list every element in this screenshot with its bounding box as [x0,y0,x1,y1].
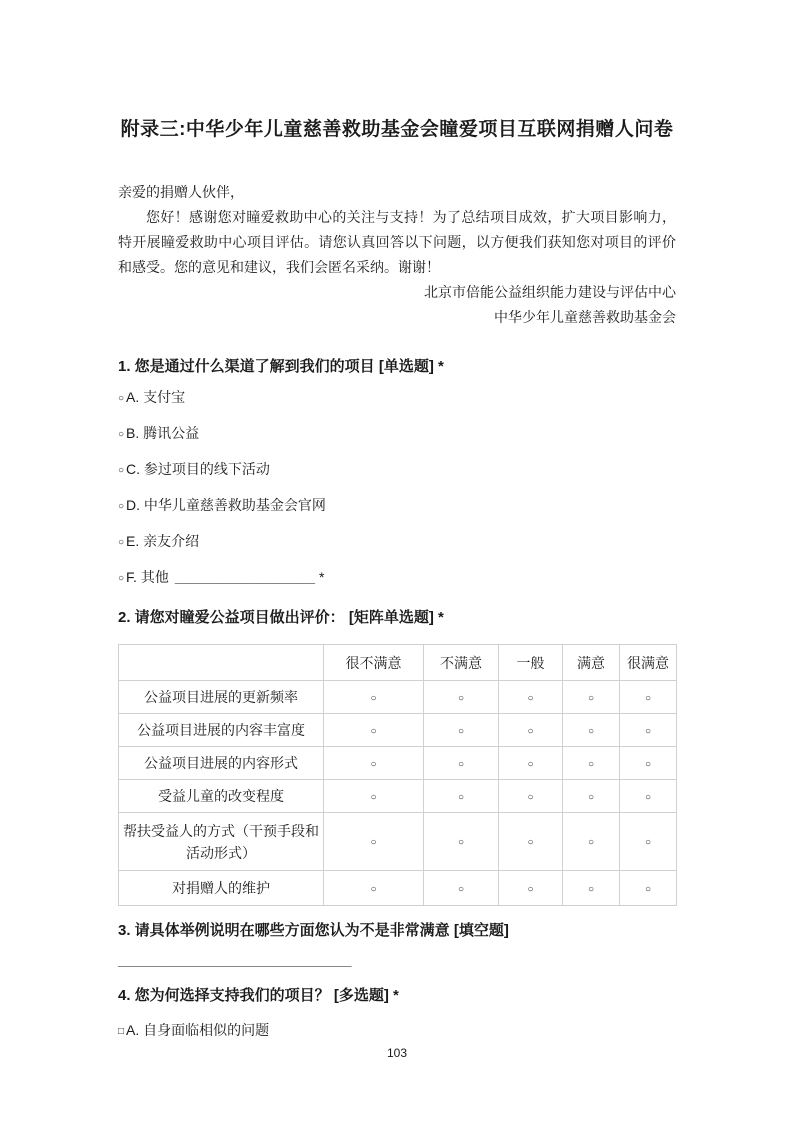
matrix-radio-cell[interactable] [563,813,620,871]
intro-greeting: 亲爱的捐赠人伙伴， [118,184,244,200]
matrix-radio-cell[interactable] [499,714,563,747]
radio-icon[interactable]: ○ [370,725,377,737]
radio-icon[interactable]: ○ [118,573,125,584]
matrix-radio-cell[interactable] [620,871,677,906]
matrix-radio-cell[interactable] [499,871,563,906]
radio-icon[interactable]: ○ [457,692,465,704]
signature-org-evaluation-center: 北京市倍能公益组织能力建设与评估中心 [424,284,676,300]
option-label: F. 其他 [126,569,169,585]
radio-icon[interactable]: ○ [644,791,652,803]
option-label: A. 自身面临相似的问题 [126,1022,270,1038]
matrix-radio-cell[interactable] [499,681,563,714]
radio-icon[interactable]: ○ [527,791,534,803]
matrix-row-label: 帮扶受益人的方式（干预手段和活动形式） [119,813,324,871]
question-1-label: 1. 您是通过什么渠道了解到我们的项目 [单选题] * [118,358,444,375]
radio-icon[interactable]: ○ [527,837,534,848]
matrix-radio-cell[interactable] [620,681,677,714]
matrix-radio-cell[interactable] [324,813,424,871]
radio-icon[interactable]: ○ [370,758,377,770]
matrix-row-label: 受益儿童的改变程度 [119,780,324,813]
radio-icon[interactable]: ○ [457,883,465,895]
matrix-radio-cell[interactable] [324,714,424,747]
radio-icon[interactable]: ○ [587,758,595,770]
radio-icon[interactable]: ○ [118,537,125,548]
page-number: 103 [386,1046,408,1060]
radio-icon[interactable]: ○ [644,725,652,737]
radio-icon[interactable]: ○ [644,883,652,895]
radio-icon[interactable]: ○ [370,883,377,895]
radio-icon[interactable]: ○ [527,758,534,770]
intro-paragraph: 您好！感谢您对瞳爱救助中心的关注与支持！为了总结项目成效，扩大项目影响力，特开展瞳爱救助中心项目评估。请您认真回答以下问题，以方便我们获知您对项目的评价和感受。您的意见和建议，我们会匿名采纳。谢谢！ [118,209,676,275]
matrix-col-header: 不满意 [424,645,499,681]
radio-icon[interactable]: ○ [370,692,377,704]
radio-icon[interactable]: ○ [527,725,534,737]
matrix-radio-cell[interactable] [563,714,620,747]
radio-icon[interactable]: ○ [644,758,652,770]
question-1-option-d[interactable] [118,495,676,517]
question-4-option-a[interactable] [118,1020,676,1042]
radio-icon[interactable]: ○ [457,758,465,770]
option-label: C. 参过项目的线下活动 [126,461,270,477]
matrix-row-label: 对捐赠人的维护 [119,871,324,906]
matrix-col-header: 很满意 [620,645,677,681]
question-1-option-b[interactable] [118,423,676,445]
matrix-radio-cell[interactable] [620,813,677,871]
question-1-option-e[interactable] [118,531,676,553]
radio-icon[interactable]: ○ [587,791,595,803]
radio-icon[interactable]: ○ [587,837,595,848]
matrix-radio-cell[interactable] [324,871,424,906]
radio-icon[interactable]: ○ [644,837,652,848]
matrix-radio-cell[interactable] [563,871,620,906]
matrix-radio-cell[interactable] [324,780,424,813]
matrix-radio-cell[interactable] [324,681,424,714]
matrix-radio-cell[interactable] [424,747,499,780]
radio-icon[interactable]: ○ [527,692,534,704]
matrix-corner-cell [119,645,324,681]
radio-icon[interactable]: ○ [457,725,465,737]
matrix-radio-cell[interactable] [424,871,499,906]
matrix-radio-cell[interactable] [620,747,677,780]
question-1-option-c[interactable] [118,459,676,481]
matrix-radio-cell[interactable] [620,714,677,747]
matrix-col-header: 很不满意 [324,645,424,681]
option-label: E. 亲友介绍 [126,533,200,549]
radio-icon[interactable]: ○ [370,837,377,848]
fill-in-blank[interactable]: __________________ [174,569,315,585]
radio-icon[interactable]: ○ [587,692,595,704]
radio-icon[interactable]: ○ [457,791,465,803]
matrix-col-header: 满意 [563,645,620,681]
radio-icon[interactable]: ○ [644,692,652,704]
signature-org-foundation: 中华少年儿童慈善救助基金会 [494,309,676,325]
matrix-row-label: 公益项目进展的内容形式 [119,747,324,780]
matrix-col-header: 一般 [499,645,563,681]
radio-icon[interactable]: ○ [587,883,595,895]
radio-icon[interactable]: ○ [118,393,125,404]
matrix-radio-cell[interactable] [424,813,499,871]
matrix-radio-cell[interactable] [424,681,499,714]
matrix-radio-cell[interactable] [499,813,563,871]
radio-icon[interactable]: ○ [527,883,534,895]
radio-icon[interactable]: ○ [587,725,595,737]
radio-icon[interactable]: ○ [118,429,125,440]
question-2-label: 2. 请您对瞳爱公益项目做出评价： [矩阵单选题] * [118,609,444,626]
radio-icon[interactable]: ○ [118,465,125,476]
option-label: B. 腾讯公益 [126,425,200,441]
question-4-label: 4. 您为何选择支持我们的项目？ [多选题] * [118,987,399,1004]
question-1-option-f[interactable] [118,567,676,589]
matrix-radio-cell[interactable] [499,780,563,813]
radio-icon[interactable]: ○ [370,791,377,803]
matrix-radio-cell[interactable] [563,780,620,813]
option-label: D. 中华儿童慈善救助基金会官网 [126,497,326,513]
radio-icon[interactable]: ○ [457,837,465,848]
matrix-radio-cell[interactable] [424,780,499,813]
fill-in-blank-line[interactable]: ______________________________ [118,952,352,968]
required-mark: * [318,569,325,585]
matrix-radio-cell[interactable] [563,747,620,780]
question-1-option-a[interactable] [118,387,676,409]
question-3-label: 3. 请具体举例说明在哪些方面您认为不是非常满意 [填空题] [118,922,509,939]
matrix-row-label: 公益项目进展的内容丰富度 [119,714,324,747]
matrix-radio-cell[interactable] [620,780,677,813]
matrix-radio-cell[interactable] [324,747,424,780]
option-label: A. 支付宝 [126,389,186,405]
q2-matrix-table [118,644,677,906]
page-title: 附录三:中华少年儿童慈善救助基金会瞳爱项目互联网捐赠人问卷 [120,119,674,140]
radio-icon[interactable]: ○ [118,501,125,512]
matrix-row-label: 公益项目进展的更新频率 [119,681,324,714]
matrix-radio-cell[interactable] [563,681,620,714]
matrix-radio-cell[interactable] [499,747,563,780]
matrix-radio-cell[interactable] [424,714,499,747]
checkbox-icon[interactable]: □ [118,1026,125,1037]
